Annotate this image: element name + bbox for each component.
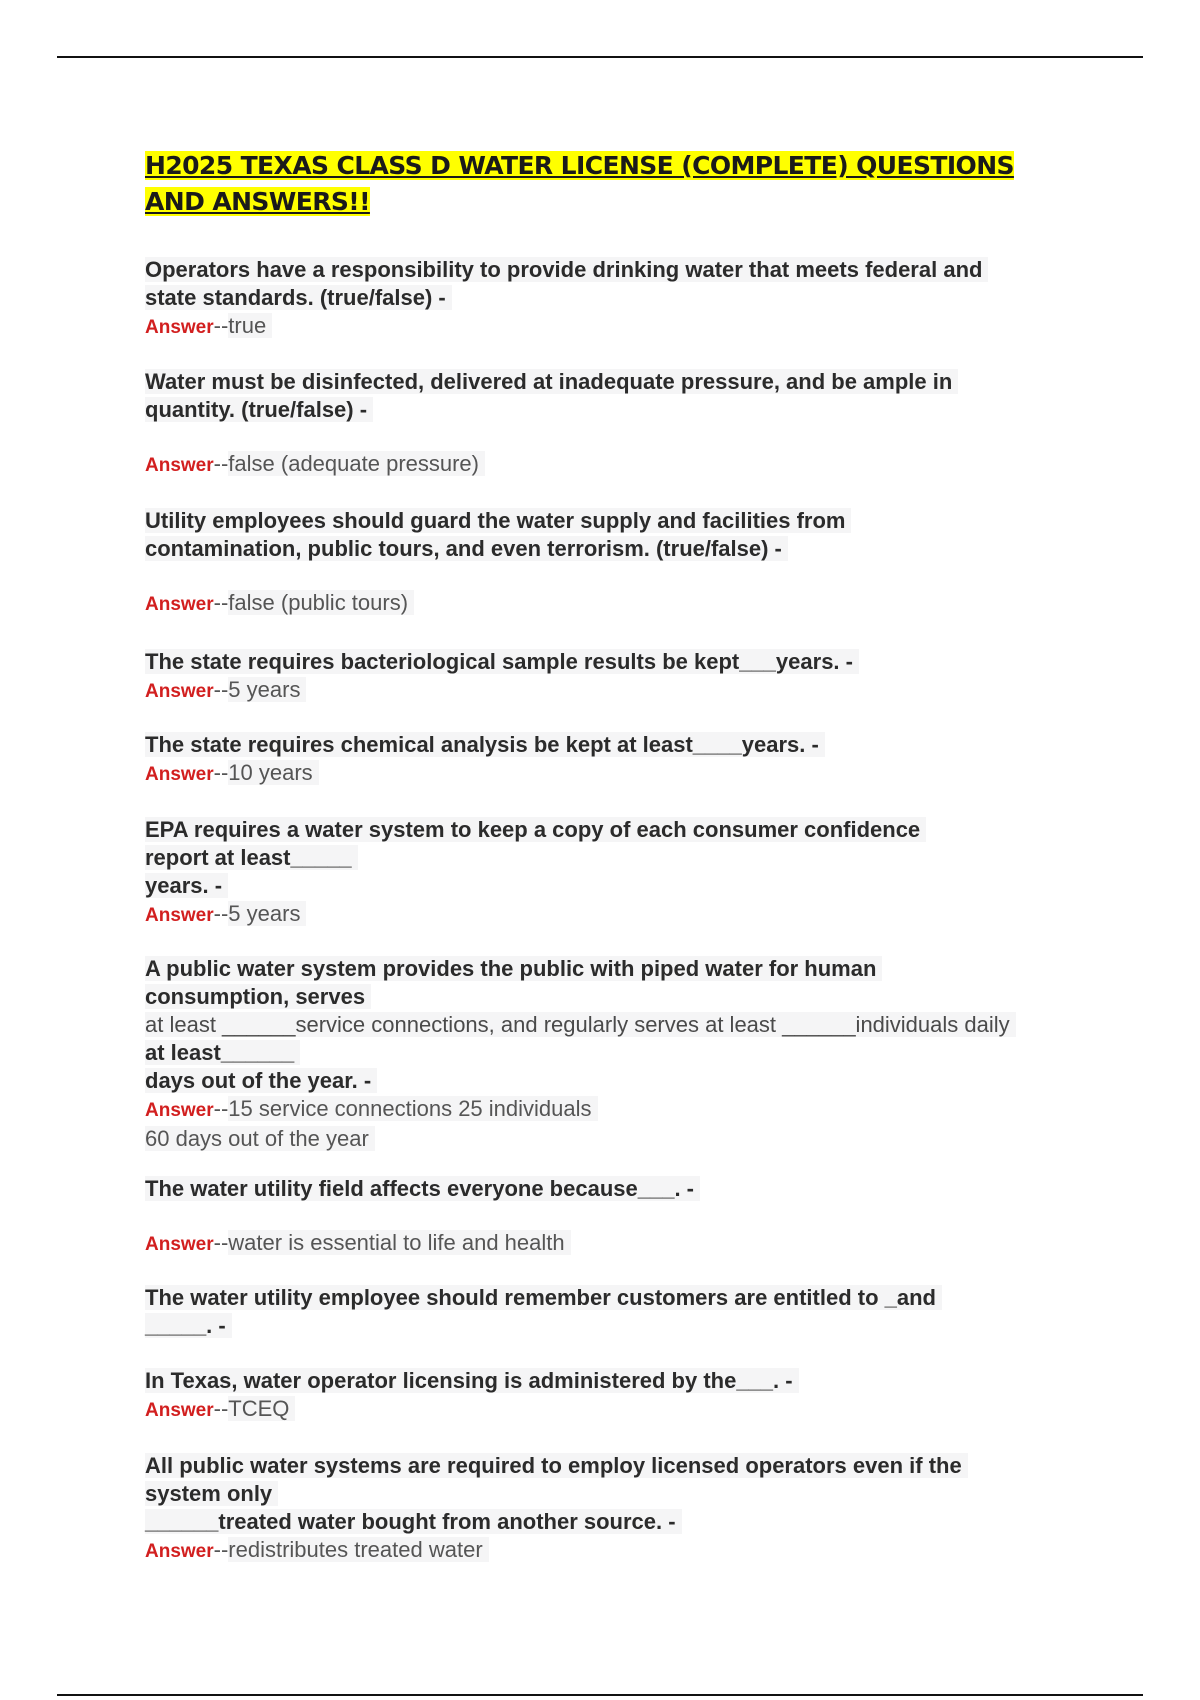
question-text: system only <box>145 1480 1085 1508</box>
question-text: years. - <box>145 872 1085 900</box>
question-text: report at least_____ <box>145 844 1085 872</box>
question-text: The state requires bacteriological sample results be kept___years. - <box>145 648 1085 676</box>
answer-text: Answer--5 years <box>145 676 1085 706</box>
answer-text: Answer--false (public tours) <box>145 589 1085 619</box>
qa-item-8 <box>145 1175 1085 1259</box>
qa-item-1 <box>145 256 1085 342</box>
answer-text: 60 days out of the year <box>145 1125 1105 1153</box>
answer-label: Answer <box>145 317 214 338</box>
question-text: consumption, serves <box>145 983 1105 1011</box>
question-text: contamination, public tours, and even terrorism. (true/false) - <box>145 535 1085 563</box>
question-text: quantity. (true/false) - <box>145 396 1085 424</box>
question-text: All public water systems are required to employ licensed operators even if the <box>145 1452 1085 1480</box>
qa-item-11 <box>145 1452 1085 1566</box>
answer-label: Answer <box>145 905 214 926</box>
question-text: Operators have a responsibility to provide drinking water that meets federal and <box>145 256 1085 284</box>
document-title: H2025 TEXAS CLASS D WATER LICENSE (COMPLETE) QUESTIONS AND ANSWERS!! <box>145 151 1014 216</box>
qa-item-5 <box>145 731 1085 789</box>
answer-text: Answer--redistributes treated water <box>145 1536 1085 1566</box>
qa-item-9 <box>145 1284 1085 1340</box>
answer-text: Answer--TCEQ <box>145 1395 1085 1425</box>
question-text: The water utility field affects everyone because___. - <box>145 1175 1085 1203</box>
answer-label: Answer <box>145 764 214 785</box>
question-text: days out of the year. - <box>145 1067 1105 1095</box>
answer-label: Answer <box>145 1541 214 1562</box>
question-text: at least ______service connections, and regularly serves at least ______individuals daily <box>145 1011 1105 1039</box>
answer-label: Answer <box>145 1100 214 1121</box>
answer-text: Answer--false (adequate pressure) <box>145 450 1085 480</box>
qa-item-7 <box>145 955 1105 1153</box>
question-text: The state requires chemical analysis be kept at least____years. - <box>145 731 1085 759</box>
question-text: A public water system provides the public with piped water for human <box>145 955 1105 983</box>
question-text: state standards. (true/false) - <box>145 284 1085 312</box>
question-text: at least______ <box>145 1039 1105 1067</box>
question-text: EPA requires a water system to keep a copy of each consumer confidence <box>145 816 1085 844</box>
question-text: Utility employees should guard the water supply and facilities from <box>145 507 1085 535</box>
qa-item-6 <box>145 816 1085 930</box>
answer-text: Answer--5 years <box>145 900 1085 930</box>
answer-text: Answer--10 years <box>145 759 1085 789</box>
answer-text: Answer--true <box>145 312 1085 342</box>
qa-item-3 <box>145 507 1085 619</box>
answer-label: Answer <box>145 681 214 702</box>
question-text: Water must be disinfected, delivered at inadequate pressure, and be ample in <box>145 368 1085 396</box>
answer-label: Answer <box>145 455 214 476</box>
answer-label: Answer <box>145 1234 214 1255</box>
qa-item-10 <box>145 1367 1085 1425</box>
question-text: The water utility employee should remember customers are entitled to _and <box>145 1284 1085 1312</box>
qa-item-4 <box>145 648 1085 706</box>
header-rule <box>57 56 1143 58</box>
answer-text: Answer--water is essential to life and health <box>145 1229 1085 1259</box>
question-text: ______treated water bought from another source. - <box>145 1508 1085 1536</box>
answer-text: Answer--15 service connections 25 individuals <box>145 1095 1105 1125</box>
answer-label: Answer <box>145 1400 214 1421</box>
qa-item-2 <box>145 368 1085 480</box>
question-text: In Texas, water operator licensing is administered by the___. - <box>145 1367 1085 1395</box>
answer-label: Answer <box>145 594 214 615</box>
question-text: _____. - <box>145 1312 1085 1340</box>
footer-rule <box>57 1694 1143 1696</box>
